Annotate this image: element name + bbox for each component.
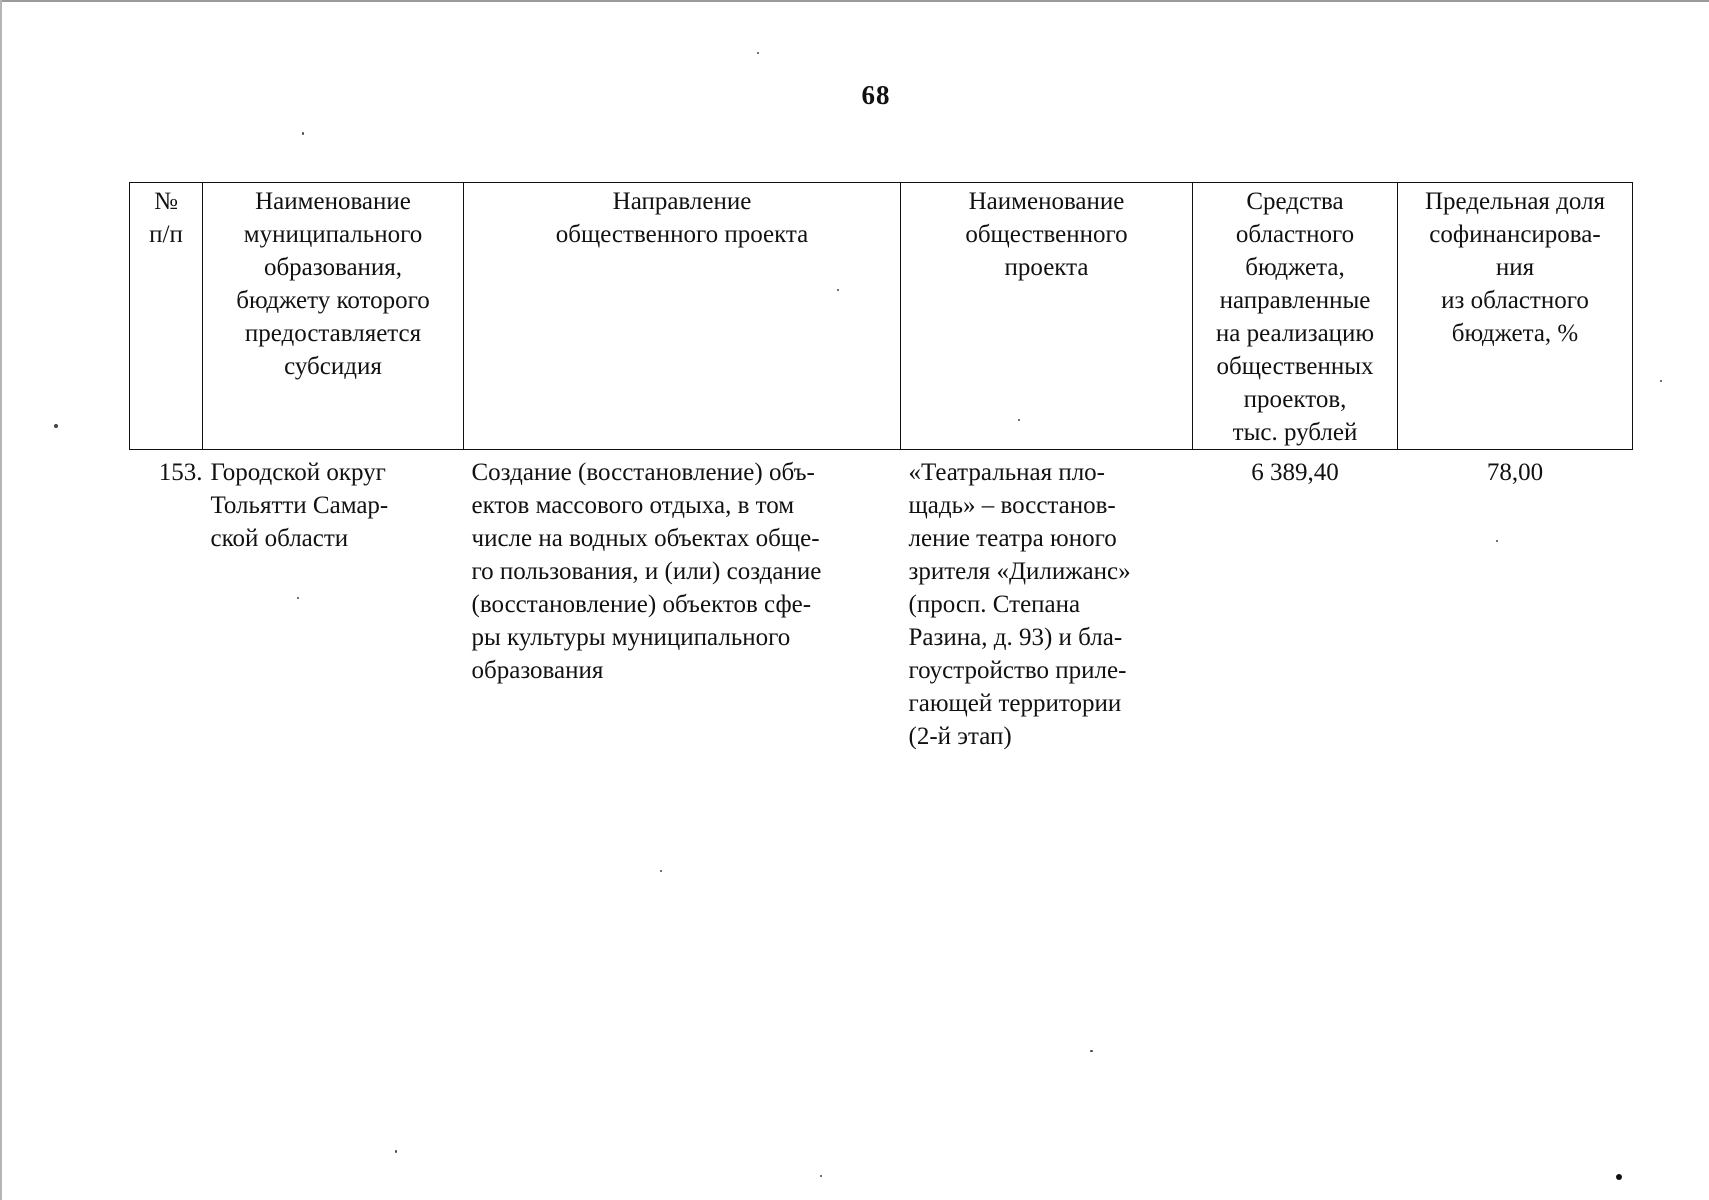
table-row	[130, 450, 1633, 754]
scan-speck	[837, 289, 839, 291]
row-municipality: Городской округ Тольятти Самар- ской области	[210, 459, 389, 552]
page-number: 68	[861, 80, 891, 110]
scan-speck	[1660, 380, 1662, 382]
scan-speck	[302, 132, 304, 135]
row-direction: Создание (восстановление) объ- ектов массового отдыха, в том числе на водных объектах обще- го пользования, и (или) создание (восстановление) объектов сфе- ры культуры муниципального образования	[471, 459, 822, 684]
header-direction: Направление общественного проекта	[464, 183, 901, 450]
header-number: № п/п	[130, 183, 203, 450]
row-funds: 6 389,40	[1251, 459, 1339, 486]
subsidy-table	[129, 182, 1633, 753]
header-share: Предельная доля софинансирова- ния из областного бюджета, %	[1398, 183, 1633, 450]
scan-speck	[1090, 1050, 1093, 1052]
scan-speck	[1496, 540, 1498, 542]
scan-speck	[660, 870, 662, 872]
scan-edge-top	[0, 0, 1709, 2]
table-header-row	[130, 183, 1633, 450]
header-municipality: Наименование муниципального образования, бюджету которого предоставляется субсидия	[203, 183, 464, 450]
header-project-name: Наименование общественного проекта	[901, 183, 1193, 450]
scan-speck	[757, 52, 759, 54]
row-number: 153.	[158, 459, 203, 486]
scan-speck	[1616, 1174, 1622, 1180]
row-share: 78,00	[1486, 459, 1544, 486]
scan-speck	[54, 424, 58, 428]
scan-speck	[395, 1150, 397, 1153]
header-funds: Средства областного бюджета, направленные на реализацию общественных проектов, тыс. рублей	[1193, 183, 1398, 450]
scan-edge-left	[0, 0, 2, 1200]
row-project-name: «Театральная пло- щадь» – восстанов- ление театра юного зрителя «Дилижанс» (просп. Степана Разина, д. 93) и бла- гоустройство приле- гающей территории (2-й этап)	[908, 459, 1131, 750]
scan-speck	[1018, 419, 1020, 421]
scan-speck	[297, 597, 299, 599]
scan-speck	[820, 1175, 822, 1177]
